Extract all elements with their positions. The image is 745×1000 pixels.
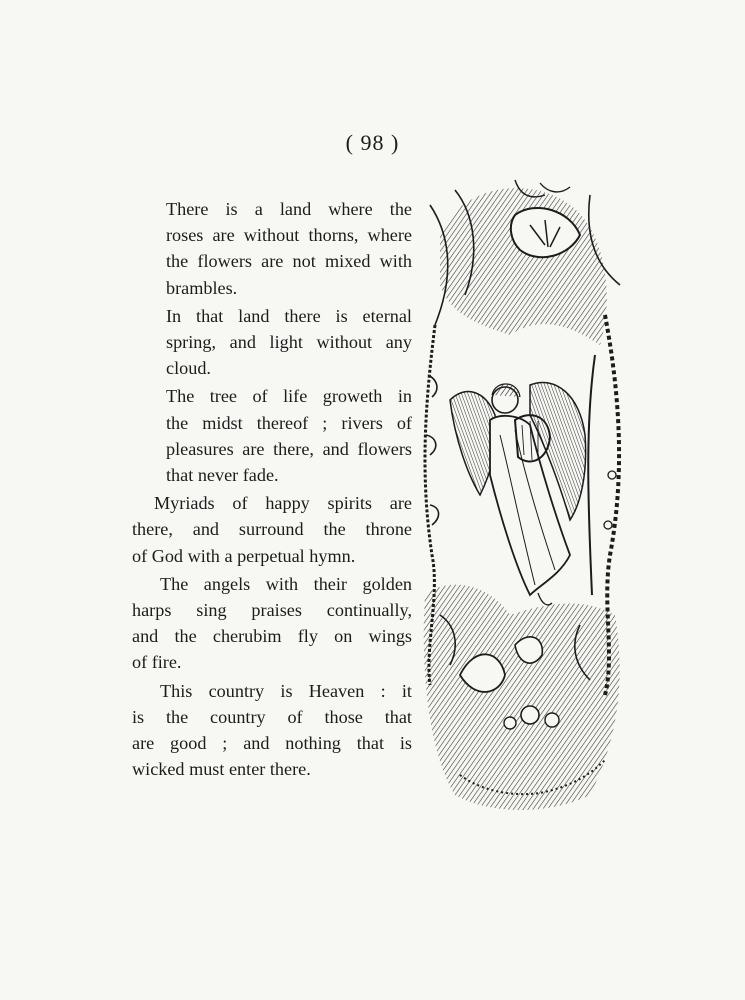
text-line: the flowers are not mixed with: [166, 251, 412, 272]
paragraph: [132, 383, 412, 488]
paragraph: [132, 196, 412, 301]
paragraph: [132, 303, 412, 382]
text-line: cloud.: [166, 358, 211, 379]
paragraph: [132, 490, 412, 569]
page-number: ( 98 ): [345, 130, 400, 155]
text-line: is the country of those that: [132, 706, 412, 727]
text-line: are good ; and nothing that is: [132, 733, 412, 754]
paragraph: [132, 571, 412, 676]
text-line: there, and surround the throne: [132, 519, 412, 540]
text-line: Myriads of happy spirits are: [154, 493, 412, 514]
engraving: [420, 175, 630, 815]
paragraph: [132, 678, 412, 783]
text-line: spring, and light without any: [166, 332, 412, 353]
text-line: brambles.: [166, 277, 238, 298]
angel-illustration: [420, 175, 630, 815]
text-line: The tree of life groweth in: [166, 386, 412, 407]
text-line: The angels with their golden: [160, 573, 412, 594]
text-line: the midst thereof ; rivers of: [166, 412, 412, 433]
foliage-top: [430, 180, 620, 345]
text-line: roses are without thorns, where: [166, 225, 412, 246]
foliage-bottom: [424, 585, 620, 810]
text-line: wicked must enter there.: [132, 759, 311, 780]
text-line: of fire.: [132, 652, 182, 673]
text-line: There is a land where the: [166, 199, 412, 219]
text-line: harps sing praises continually,: [132, 600, 412, 621]
text-line: and the cherubim fly on wings: [132, 626, 412, 647]
text-line: This country is Heaven : it: [160, 680, 412, 701]
text-line: In that land there is eternal: [166, 305, 412, 326]
text-line: of God with a perpetual hymn.: [132, 545, 356, 566]
body-text: [132, 196, 412, 784]
text-line: that never fade.: [166, 465, 279, 486]
angel-figure: [450, 382, 586, 604]
text-line: pleasures are there, and flowers: [166, 438, 412, 459]
